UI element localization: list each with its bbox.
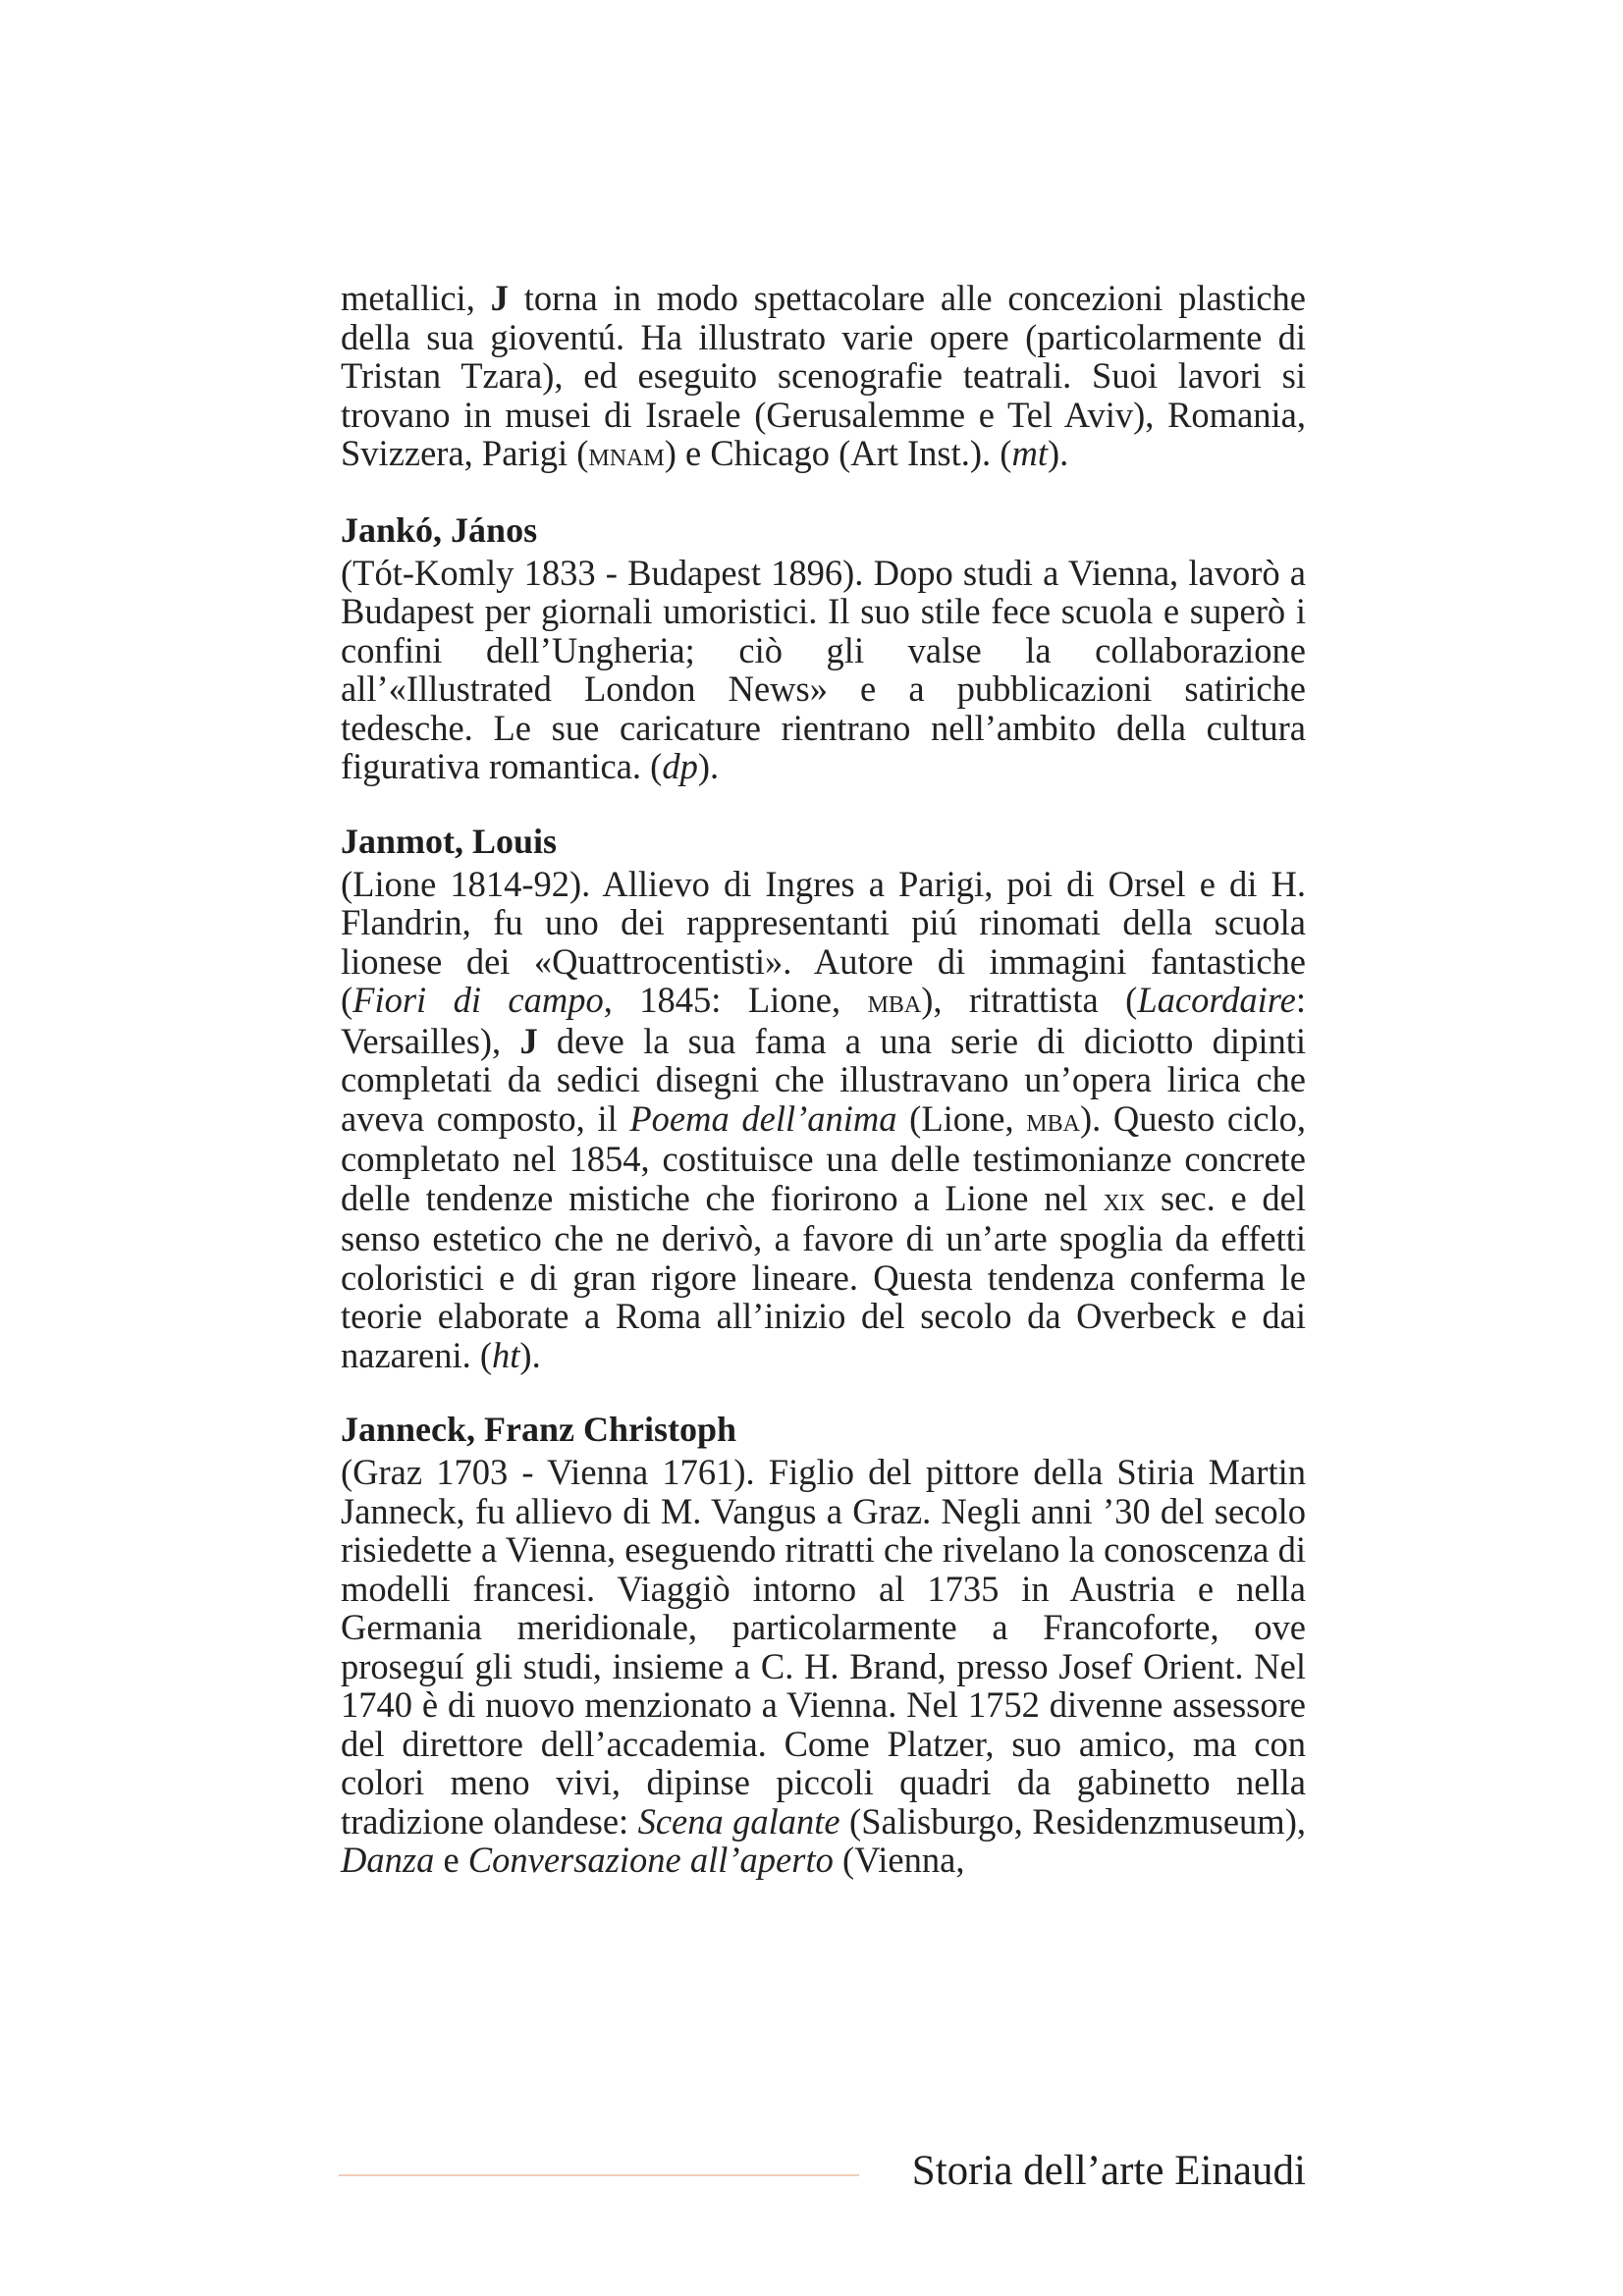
century-numeral: xix: [1103, 1181, 1146, 1218]
entry-text: [341, 1453, 1306, 1880]
artwork-title: Scena galante: [637, 1800, 840, 1842]
footer-rule: [339, 2174, 859, 2176]
text-run: (Graz 1703 - Vienna 1761). Figlio del pittore della Stiria Martin Janneck, fu allievo di M. Vangus a Graz. Negli anni ’30 del secolo risiedette a Vienna, eseguendo ritratti che rivelano la conoscenza di modelli francesi. Viaggiò intorno al 1735 in Austria e nella Germania meridionale, particolarmente a Francoforte, ove proseguí gli studi, insieme a C. H. Brand, presso Josef Orient. Nel 1740 è di nuovo menzionato a Vienna. Nel 1752 divenne assessore del direttore dell’accademia. Come Platzer, suo amico, ma con colori meno vivi, dipinse piccoli quadri da gabinetto nella tradizione olandese:: [341, 1452, 1306, 1842]
text-run: (Salisburgo, Residenzmuseum),: [839, 1800, 1306, 1842]
artwork-title: Fiori di campo: [352, 980, 604, 1020]
artist-initial: J: [490, 278, 509, 318]
museum-abbreviation: mba: [867, 984, 922, 1020]
entry-title: Janneck, Franz Christoph: [341, 1410, 737, 1449]
entry-text: [341, 865, 1306, 1375]
intro-paragraph: [341, 279, 1306, 475]
page-body: [341, 279, 1306, 1880]
entry-title: Jankó, János: [341, 509, 538, 550]
text-run: ) e Chicago (Art Inst.). (: [664, 433, 1012, 473]
entry-janmot: [341, 822, 1306, 1375]
artwork-title: Danza: [341, 1840, 435, 1880]
text-run: ).: [519, 1334, 541, 1375]
text-run: ), ritrattista (: [921, 980, 1138, 1020]
text-run: metallici,: [341, 278, 491, 318]
text-run: : Versailles),: [341, 980, 1307, 1061]
author-initials: dp: [662, 746, 698, 786]
text-run: (Tót-Komly 1833 - Budapest 1896). Dopo studi a Vienna, lavorò a Budapest per giornali umoristici. Il suo stile fece scuola e superò i confini dell’Ungheria; ciò gli valse la collaborazione all’«Illustrated London News» e a pubblicazioni satiriche tedesche. Le sue caricature rientrano nell’ambito della cultura figurativa romantica. (: [341, 552, 1306, 786]
text-run: (Vienna,: [833, 1840, 965, 1880]
text-run: ).: [697, 746, 720, 786]
artwork-title: Poema dell’anima: [629, 1097, 897, 1139]
author-initials: mt: [1011, 433, 1048, 473]
author-initials: ht: [492, 1334, 520, 1375]
text-run: e: [434, 1840, 468, 1880]
footer-title: Storia dell’arte Einaudi: [911, 2148, 1306, 2194]
text-run: ). Questo ciclo, completato nel 1854, costituisce una delle testimonianze concrete delle tendenze mistiche che fiorirono a Lione nel: [341, 1097, 1306, 1218]
artist-initial: J: [519, 1020, 538, 1061]
text-run: deve la sua fama a una serie di diciotto dipinti completati da sedici disegni che illustravano un’opera lirica che aveva composto, il: [341, 1020, 1306, 1139]
entry-text: [341, 554, 1306, 786]
entry-janneck: [341, 1410, 1306, 1880]
artwork-title: Lacordaire: [1137, 980, 1296, 1020]
text-run: (Lione,: [896, 1097, 1027, 1139]
text-run: torna in modo spettacolare alle concezioni plastiche della sua gioventú. Ha illustrato varie opere (particolarmente di Tristan Tzara), ed eseguito scenografie teatrali. Suoi lavori si trovano in musei di Israele (Gerusalemme e Tel Aviv), Romania, Svizzera, Parigi (: [341, 278, 1306, 473]
text-run: sec. e del senso estetico che ne derivò, a favore di un’arte spoglia da effetti coloristici e di gran rigore lineare. Questa tendenza conferma le teorie elaborate a Roma all’inizio del secolo da Overbeck e dai nazareni. (: [341, 1177, 1306, 1375]
entry-title: Janmot, Louis: [341, 821, 558, 861]
text-run: , 1845: Lione,: [603, 980, 868, 1020]
text-run: ).: [1047, 433, 1069, 473]
museum-abbreviation: mba: [1026, 1101, 1080, 1139]
text-run: (Lione 1814-92). Allievo di Ingres a Parigi, poi di Orsel e di H. Flandrin, fu uno dei rappresentanti piú rinomati della scuola lionese dei «Quattrocentisti». Autore di immagini fantastiche (: [341, 863, 1306, 1020]
artwork-title: Conversazione all’aperto: [467, 1840, 834, 1880]
museum-abbreviation: mnam: [588, 437, 665, 473]
entry-janko: [341, 510, 1306, 786]
